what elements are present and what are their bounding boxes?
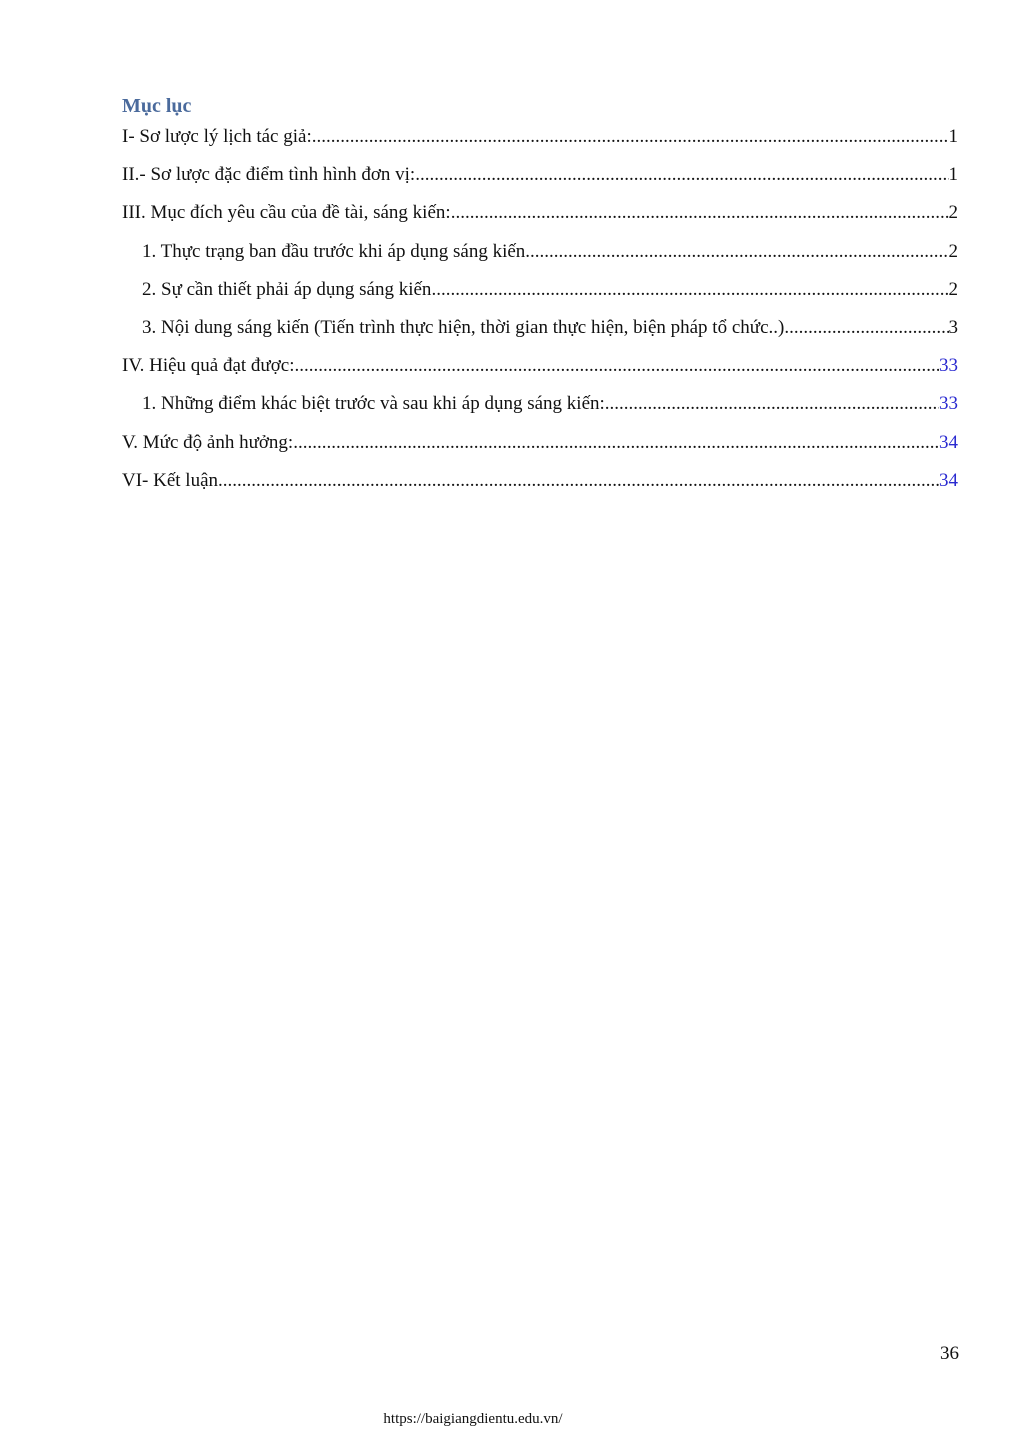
table-of-contents: [122, 124, 958, 506]
toc-entry-conclusion[interactable]: [122, 468, 958, 506]
toc-dot-leader: [312, 124, 949, 150]
toc-entry-impact[interactable]: [122, 430, 958, 468]
toc-entry-text: 3. Nội dung sáng kiến (Tiến trình thực hiện, thời gian thực hiện, biện pháp tổ chức..): [142, 316, 785, 338]
toc-entry-text: 1. Những điểm khác biệt trước và sau khi áp dụng sáng kiến:: [142, 393, 605, 415]
toc-entry-initial-situation[interactable]: [122, 239, 958, 277]
toc-entry-text: VI- Kết luận: [122, 469, 219, 491]
toc-entry-page: 33: [939, 355, 958, 377]
toc-dot-leader: [784, 315, 948, 341]
toc-dot-leader: [451, 200, 949, 226]
toc-dot-leader: [218, 468, 939, 494]
toc-entry-effectiveness[interactable]: [122, 353, 958, 391]
toc-entry-page: 1: [948, 164, 958, 186]
toc-entry-text: 1. Thực trạng ban đầu trước khi áp dụng sáng kiến: [142, 240, 526, 262]
toc-entry-unit-overview[interactable]: [122, 162, 958, 200]
toc-entry-page: 34: [939, 469, 958, 491]
toc-dot-leader: [431, 277, 948, 303]
toc-entry-author-background[interactable]: [122, 124, 958, 162]
toc-entry-text: IV. Hiệu quả đạt được:: [122, 355, 295, 377]
toc-entry-text: 2. Sự cần thiết phải áp dụng sáng kiến: [142, 278, 432, 300]
toc-dot-leader: [605, 391, 939, 417]
toc-title: Mục lục: [122, 95, 192, 117]
toc-entry-differences[interactable]: [122, 391, 958, 429]
toc-entry-text: II.- Sơ lược đặc điểm tình hình đơn vị:: [122, 164, 416, 186]
toc-dot-leader: [525, 239, 948, 265]
footer-url[interactable]: https://baigiangdientu.edu.vn/: [383, 1411, 563, 1427]
toc-entry-content[interactable]: [122, 315, 958, 353]
toc-entry-purpose[interactable]: [122, 200, 958, 238]
page-number: 36: [940, 1343, 959, 1364]
toc-entry-page: 34: [939, 431, 958, 453]
toc-dot-leader: [293, 430, 939, 456]
toc-entry-page: 33: [939, 393, 958, 415]
toc-entry-page: 2: [948, 240, 958, 262]
toc-entry-text: III. Mục đích yêu cầu của đề tài, sáng kiến:: [122, 202, 451, 224]
toc-entry-page: 1: [948, 126, 958, 147]
toc-dot-leader: [294, 353, 939, 379]
toc-entry-page: 3: [948, 316, 958, 338]
toc-entry-text: V. Mức độ ảnh hưởng:: [122, 431, 294, 453]
toc-entry-page: 2: [948, 278, 958, 300]
toc-entry-necessity[interactable]: [122, 277, 958, 315]
toc-entry-text: I- Sơ lược lý lịch tác giả:: [122, 126, 312, 147]
toc-dot-leader: [415, 162, 948, 188]
toc-entry-page: 2: [948, 202, 958, 224]
